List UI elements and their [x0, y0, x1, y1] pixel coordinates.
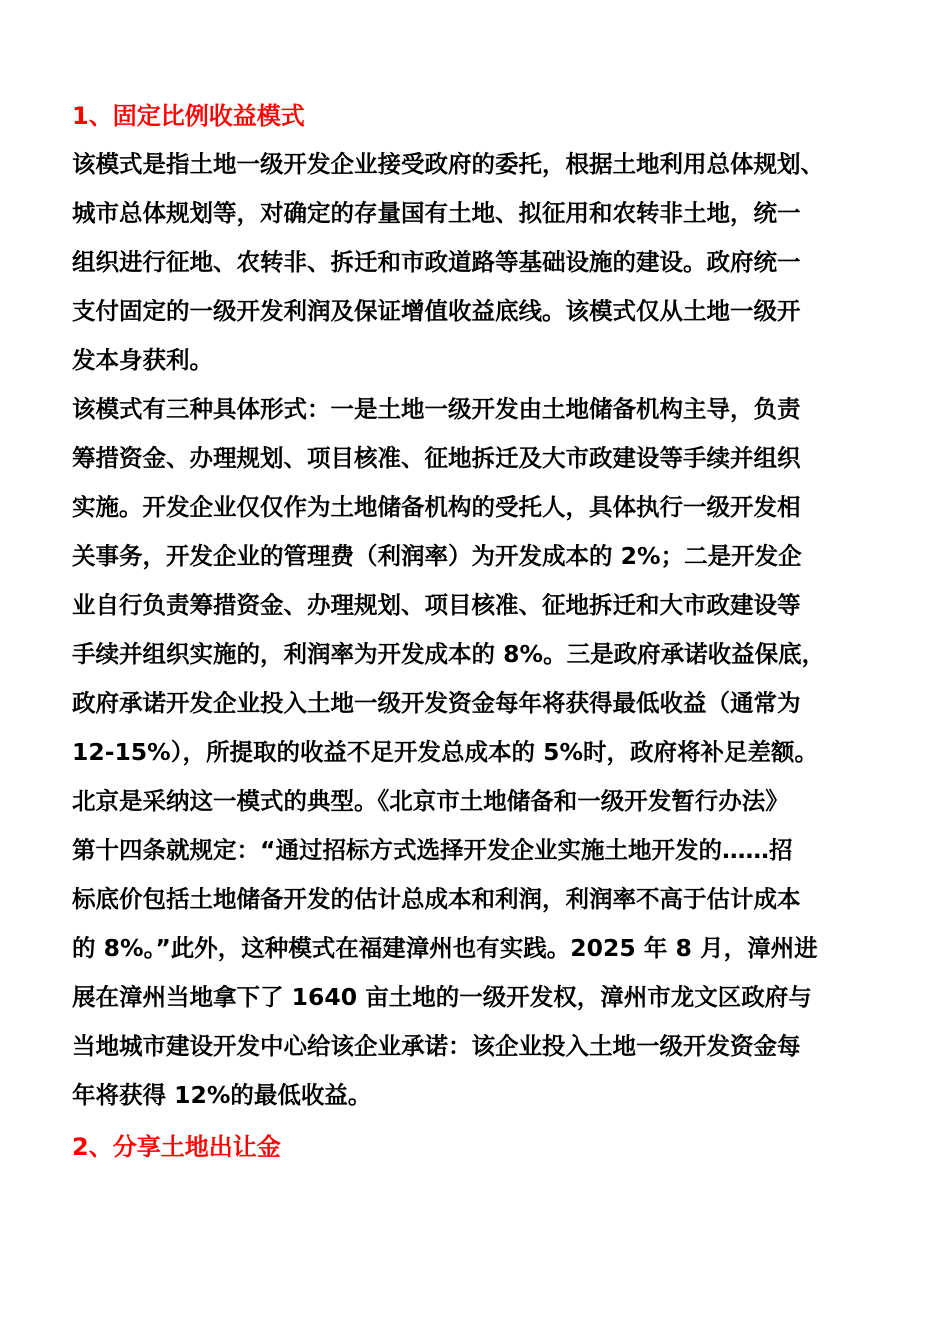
paragraph-line: 政府承诺开发企业投入土地一级开发资金每年将获得最低收益（通常为	[72, 689, 801, 717]
paragraph-line: 手续并组织实施的，利润率为开发成本的 8%。三是政府承诺收益保底，	[72, 640, 826, 668]
section-2-heading: 2、分享土地出让金	[72, 1133, 281, 1161]
paragraph-line: 该模式是指土地一级开发企业接受政府的委托，根据土地利用总体规划、	[72, 150, 824, 178]
section-1-paragraph-2	[72, 385, 878, 1120]
paragraph-line: 关事务，开发企业的管理费（利润率）为开发成本的 2%；二是开发企	[72, 542, 802, 570]
paragraph-line: 实施。开发企业仅仅作为土地储备机构的受托人，具体执行一级开发相	[72, 493, 801, 521]
document-page	[72, 92, 878, 1171]
section-1-paragraph-1	[72, 140, 878, 385]
paragraph-line: 该模式有三种具体形式：一是土地一级开发由土地储备机构主导，负责	[72, 395, 801, 423]
paragraph-line: 12-15%），所提取的收益不足开发总成本的 5%时，政府将补足差额。	[72, 738, 819, 766]
paragraph-line: 城市总体规划等，对确定的存量国有土地、拟征用和农转非土地，统一	[72, 199, 801, 227]
paragraph-line: 组织进行征地、农转非、拆迁和市政道路等基础设施的建设。政府统一	[72, 248, 801, 276]
paragraph-line: 展在漳州当地拿下了 1640 亩土地的一级开发权，漳州市龙文区政府与	[72, 983, 812, 1011]
paragraph-line: 筹措资金、办理规划、项目核准、征地拆迁及大市政建设等手续并组织	[72, 444, 801, 472]
paragraph-line: 的 8%。”此外，这种模式在福建漳州也有实践。2025 年 8 月，漳州进	[72, 934, 818, 962]
paragraph-line: 业自行负责筹措资金、办理规划、项目核准、征地拆迁和大市政建设等	[72, 591, 801, 619]
paragraph-line: 第十四条就规定：“通过招标方式选择开发企业实施土地开发的……招	[72, 836, 793, 864]
paragraph-line: 当地城市建设开发中心给该企业承诺：该企业投入土地一级开发资金每	[72, 1032, 801, 1060]
paragraph-line: 年将获得 12%的最低收益。	[72, 1081, 372, 1109]
paragraph-line: 北京是采纳这一模式的典型。《北京市土地储备和一级开发暂行办法》	[72, 787, 789, 815]
paragraph-line: 标底价包括土地储备开发的估计总成本和利润，利润率不高于估计成本	[72, 885, 801, 913]
section-1-heading: 1、固定比例收益模式	[72, 102, 305, 130]
paragraph-line: 发本身获利。	[72, 346, 213, 374]
paragraph-line: 支付固定的一级开发利润及保证增值收益底线。该模式仅从土地一级开	[72, 297, 801, 325]
